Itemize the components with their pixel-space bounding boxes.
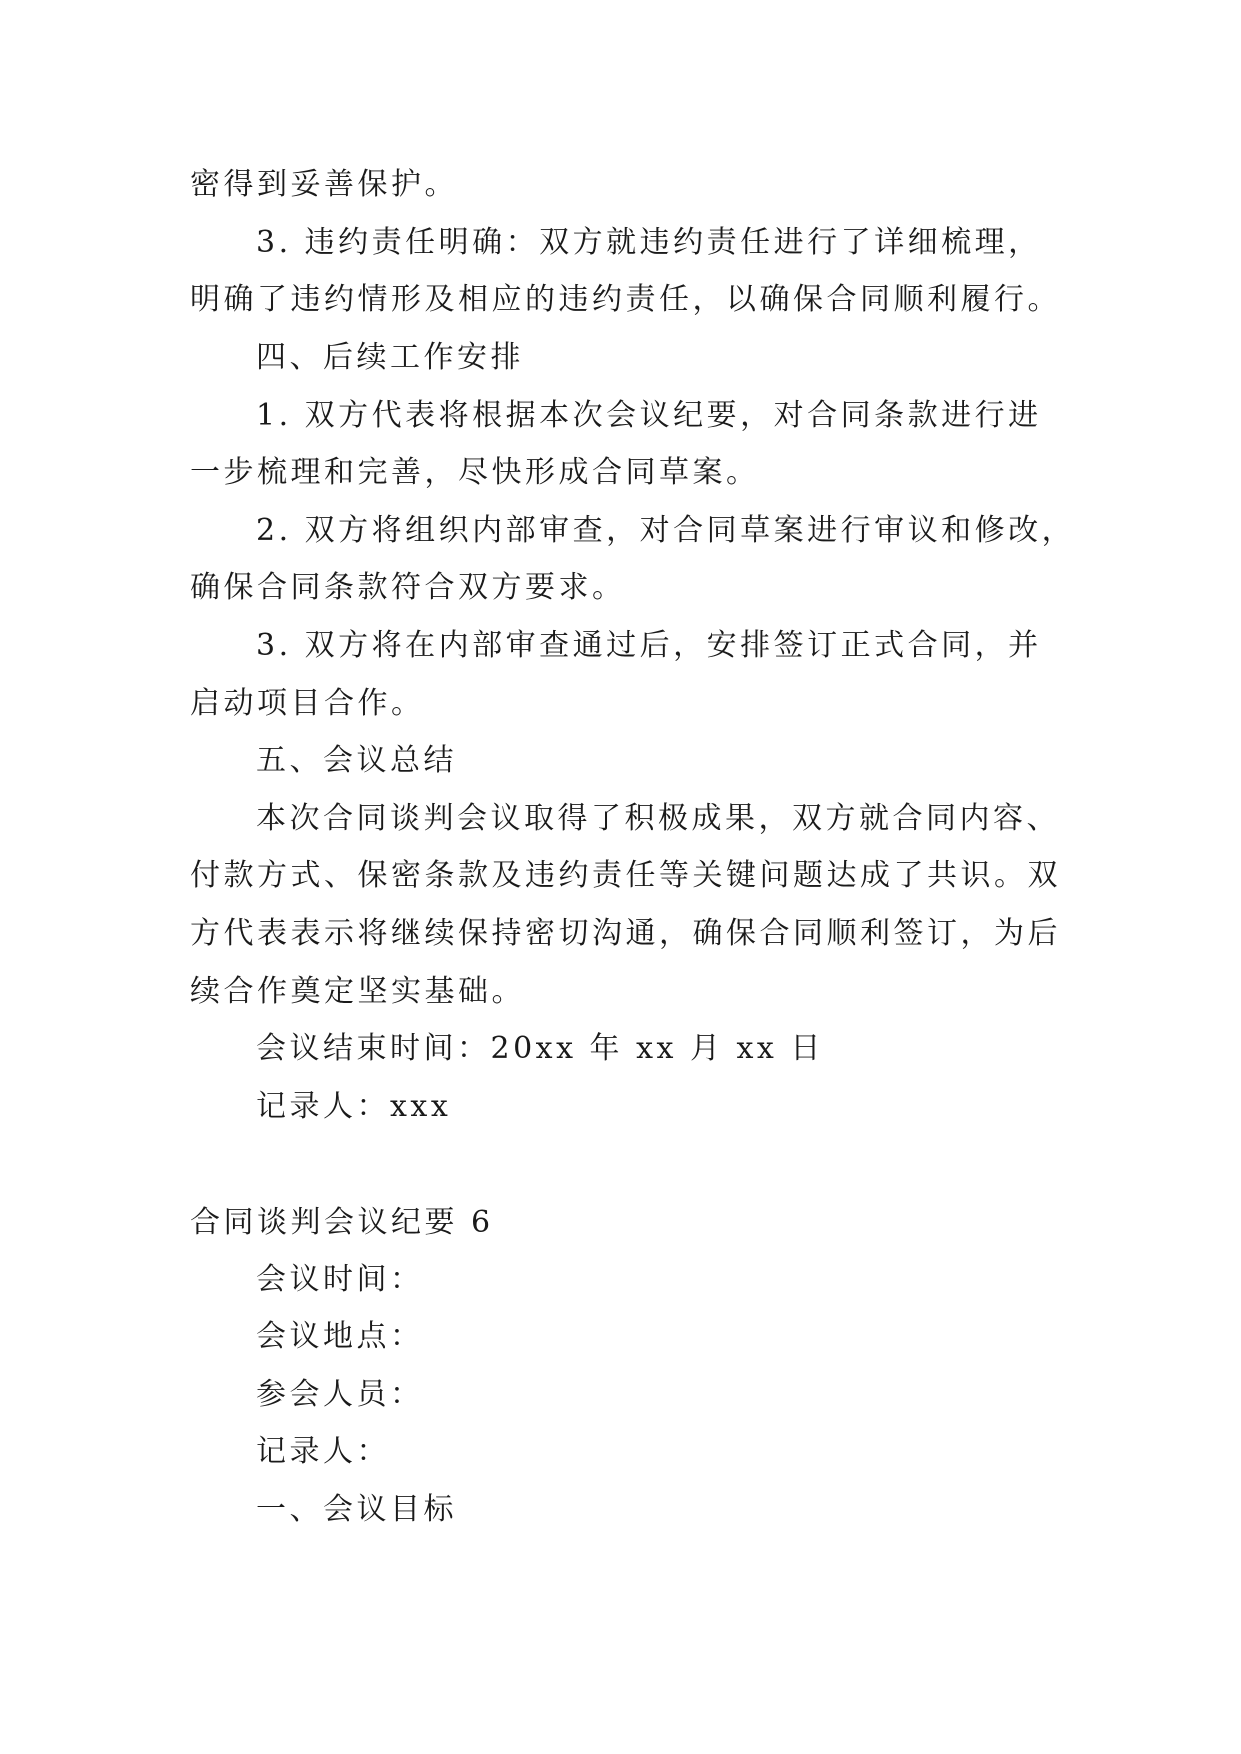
list-item-breach-liability: 3. 违约责任明确：双方就违约责任进行了详细梳理， (256, 225, 1042, 260)
paragraph-line: 明确了违约情形及相应的违约责任，以确保合同顺利履行。 (190, 282, 1061, 317)
list-item-3: 3. 双方将在内部审查通过后，安排签订正式合同，并 (256, 628, 1042, 663)
paragraph-line: 续合作奠定坚实基础。 (190, 974, 525, 1009)
section-heading-follow-up: 四、后续工作安排 (256, 340, 524, 375)
paragraph-line: 启动项目合作。 (190, 686, 425, 721)
meeting-end-time: 会议结束时间：20xx 年 xx 月 xx 日 (256, 1031, 824, 1066)
section-heading-meeting-goal: 一、会议目标 (256, 1492, 457, 1527)
recorder-label: 记录人： (256, 1434, 390, 1469)
list-item-2: 2. 双方将组织内部审查，对合同草案进行审议和修改， (256, 513, 1076, 548)
paragraph-line: 一步梳理和完善，尽快形成合同草案。 (190, 455, 760, 490)
paragraph-line: 密得到妥善保护。 (190, 167, 458, 202)
paragraph-line: 方代表表示将继续保持密切沟通，确保合同顺利签订，为后 (190, 916, 1061, 951)
document-title: 合同谈判会议纪要 6 (190, 1205, 494, 1240)
paragraph-line: 确保合同条款符合双方要求。 (190, 570, 626, 605)
meeting-location-label: 会议地点： (256, 1319, 424, 1354)
attendees-label: 参会人员： (256, 1377, 424, 1412)
list-item-1: 1. 双方代表将根据本次会议纪要，对合同条款进行进 (256, 398, 1042, 433)
paragraph-line: 本次合同谈判会议取得了积极成果，双方就合同内容、 (256, 801, 1060, 836)
section-heading-summary: 五、会议总结 (256, 743, 457, 778)
meeting-time-label: 会议时间： (256, 1262, 424, 1297)
paragraph-line: 付款方式、保密条款及违约责任等关键问题达成了共识。双 (190, 858, 1061, 893)
recorder: 记录人：xxx (256, 1089, 452, 1124)
